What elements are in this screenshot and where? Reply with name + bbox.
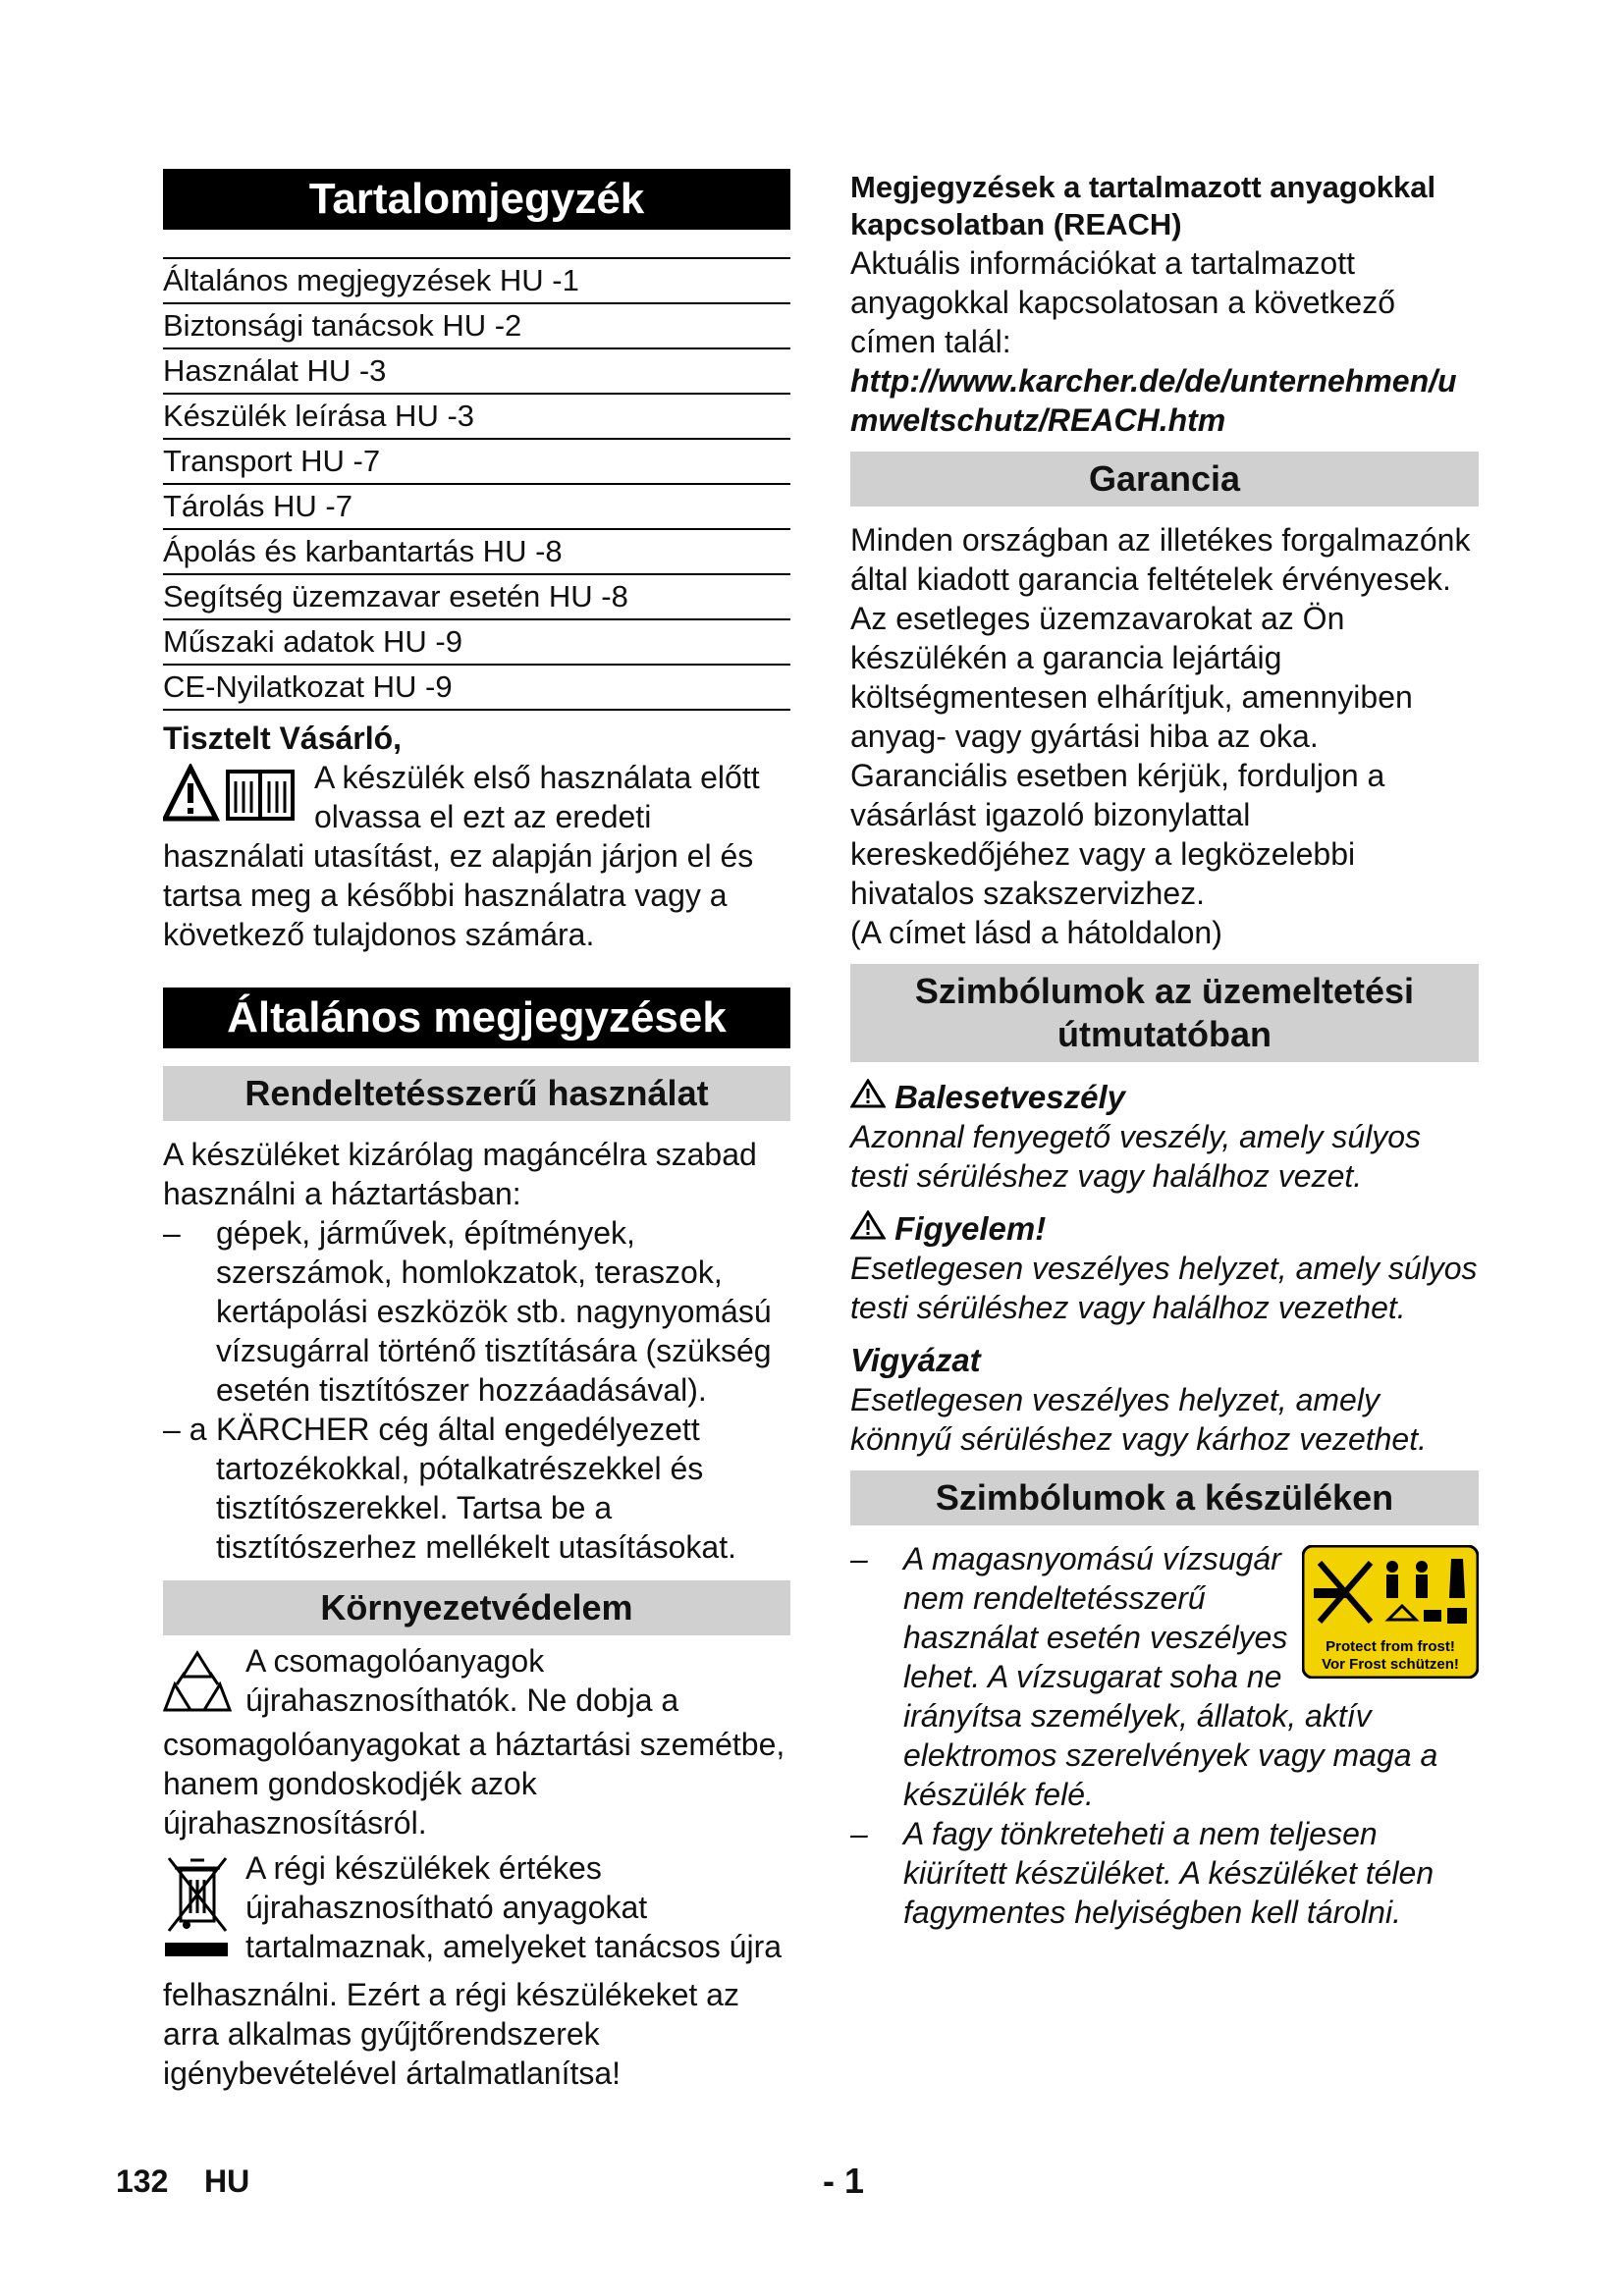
greeting-text: használati utasítást, ez alapján járjon el és tartsa meg a későbbi használatra vagy a következő tulajdonos számára. [163,838,754,952]
warranty-title: Garancia [850,452,1479,507]
warning-title: Figyelem! [894,1210,1047,1247]
toc-item[interactable]: Ápolás és karbantartás HU -8 [163,530,790,575]
toc-item[interactable]: Tárolás HU -7 [163,485,790,530]
warranty-address-note: (A címet lásd a hátoldalon) [850,915,1222,950]
left-column [163,169,790,2093]
toc-item[interactable]: Transport HU -7 [163,440,790,485]
section-page-number: - 1 [823,2161,865,2201]
greeting-line1: A készülék első használata előtt [314,760,760,795]
right-column [850,169,1479,1932]
warning-heading [850,1209,1479,1249]
list-item-text: KÄRCHER cég által engedélyezett tartozékokkal, pótalkatrészekkel és tisztítószerekkel. Tartsa be a tisztítószerhez mellékelt utasításokat. [216,1412,736,1565]
toc-item[interactable]: Készülék leírása HU -3 [163,395,790,440]
weee-text: felhasználni. Ezért a régi készülékeket az arra alkalmas gyűjtőrendszerek igénybevételével ártalmatlanítsa! [163,1977,739,2091]
recycle-text: csomagolóanyagokat a háztartási szemétbe, hanem gondoskodjék azok újrahasznosításról. [163,1727,785,1841]
intended-use-title: Rendeltetésszerű használat [163,1066,790,1121]
greeting-line2: olvassa el ezt az eredeti [314,799,652,834]
page-number: 132 [116,2163,169,2199]
crossed-bin-icon [163,1852,232,1975]
recycle-icon [163,1649,232,1725]
recycle-block [163,1641,790,1842]
warning-triangle-icon [850,1210,894,1247]
warning-manual-icon [163,764,300,833]
device-symbol-list [850,1539,1479,1932]
toc-title: Tartalomjegyzék [163,169,790,230]
caution-title: Vigyázat [850,1342,981,1378]
greeting-block [163,758,790,954]
greeting-title: Tisztelt Vásárló, [163,721,403,756]
list-dash: – a [163,1412,207,1447]
frost-label-line1: Protect from frost! [1326,1638,1455,1655]
list-dash: – [163,1215,181,1251]
recycle-line2: újrahasznosíthatók. Ne dobja a [245,1682,679,1718]
toc-item[interactable]: CE-Nyilatkozat HU -9 [163,666,790,711]
weee-line3: tartalmaznak, amelyeket tanácsos újra [245,1929,783,1964]
danger-heading [850,1078,1479,1117]
intended-use-intro: A készüléket kizárólag magáncélra szabad használni a háztartásban: [163,1137,757,1211]
list-item-text: A fagy tönkreteheti a nem teljesen kiürített készüléket. A készüléket télen fagymentes helyiségben kell tárolni. [903,1816,1435,1930]
warranty-text: Minden országban az illetékes forgalmazónk által kiadott garancia feltételek érvényesek. Az esetleges üzemzavarokat az Ön készülékén a garancia lejártáig költségmentesen elhárítjuk, amennyiben anyag- vagy gyártási hiba az oka. Garanciális esetben kérjük, forduljon a vásárlást igazoló bizonylattal kereskedőjéhez vagy a legközelebbi hivatalos szakszervizhez. [850,522,1471,911]
weee-line2: újrahasznosítható anyagokat [245,1890,648,1925]
list-item [850,1814,1479,1932]
reach-text: Aktuális információkat a tartalmazott anyagokkal kapcsolatosan a következő címen talál: [850,245,1396,359]
warning-text: Esetlegesen veszélyes helyzet, amely súlyos testi sérüléshez vagy halálhoz vezethet. [850,1251,1478,1325]
danger-text: Azonnal fenyegető veszély, amely súlyos testi sérüléshez vagy halálhoz vezet. [850,1119,1422,1194]
reach-title: Megjegyzések a tartalmazott anyagokkal kapcsolatban (REACH) [850,170,1436,241]
list-item-text: A magasnyomású vízsugár nem rendeltetésszerű használat esetén veszélyes lehet. A vízsugarat soha ne irányítsa személyek, állatok, aktív elektromos szerelvények vagy maga a készülék felé. [903,1541,1438,1812]
environment-title: Környezetvédelem [163,1580,790,1635]
symbols-device-title: Szimbólumok a készüléken [850,1470,1479,1525]
weee-line1: A régi készülékek értékes [245,1850,602,1886]
language-code: HU [204,2163,250,2199]
caution-text: Esetlegesen veszélyes helyzet, amely könnyű sérüléshez vagy kárhoz vezethet. [850,1382,1427,1457]
toc-item[interactable]: Segítség üzemzavar esetén HU -8 [163,575,790,620]
table-of-contents [163,257,790,711]
list-item-text: gépek, járművek, építmények, szerszámok, homlokzatok, teraszok, kertápolási eszközök stb. nagynyomású vízsugárral történő tisztítására (szükség esetén tisztítószer hozzáadásával). [216,1215,772,1408]
toc-item[interactable]: Általános megjegyzések HU -1 [163,259,790,304]
danger-title: Balesetveszély [894,1079,1126,1115]
list-item [163,1213,790,1410]
toc-item[interactable]: Műszaki adatok HU -9 [163,620,790,666]
frost-label-line2: Vor Frost schützen! [1322,1656,1459,1673]
symbols-manual-title: Szimbólumok az üzemeltetési útmutatóban [850,964,1479,1062]
list-item [163,1410,790,1567]
general-title: Általános megjegyzések [163,988,790,1048]
list-dash: – [850,1816,868,1851]
weee-block [163,1848,790,2093]
list-item [850,1539,1479,1814]
warning-triangle-icon [850,1079,894,1115]
list-dash: – [850,1541,868,1576]
recycle-line1: A csomagolóanyagok [245,1643,545,1679]
reach-link[interactable]: http://www.karcher.de/de/unternehmen/umweltschutz/REACH.htm [850,363,1457,438]
toc-item[interactable]: Használat HU -3 [163,349,790,395]
toc-item[interactable]: Biztonsági tanácsok HU -2 [163,304,790,349]
